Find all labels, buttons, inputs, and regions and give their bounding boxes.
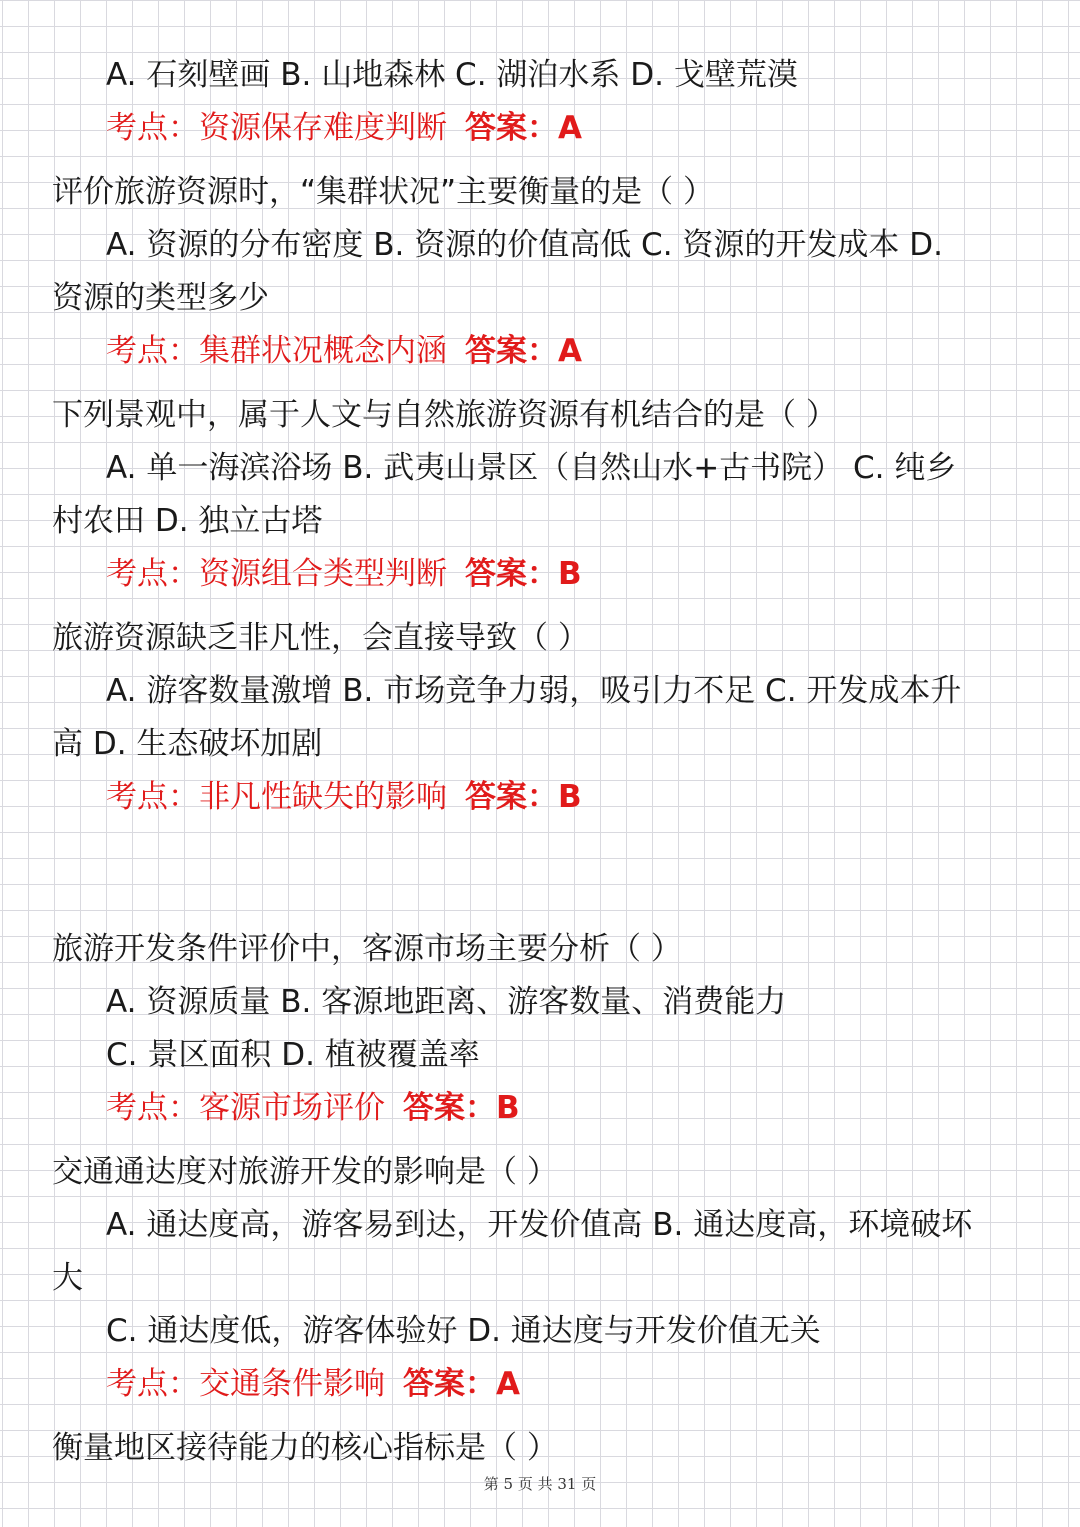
keypoint-line	[106, 554, 1040, 594]
keypoint-label: 考点：非凡性缺失的影响	[106, 779, 447, 815]
keypoint-line	[106, 1364, 1040, 1404]
answer-label: 答案：B	[465, 556, 582, 592]
q-options: A. 单一海滨浴场 B. 武夷山景区（自然山水+古书院） C. 纯乡	[106, 450, 957, 486]
q-options: C. 通达度低，游客体验好 D. 通达度与开发价值无关	[106, 1313, 821, 1349]
keypoint-label: 考点：资源组合类型判断	[106, 556, 447, 592]
q-options: A. 游客数量激增 B. 市场竞争力弱，吸引力不足 C. 开发成本升	[106, 673, 962, 709]
keypoint-label: 考点：资源保存难度判断	[106, 110, 447, 146]
q-options-cont: 资源的类型多少	[52, 280, 269, 316]
q-options: A. 资源的分布密度 B. 资源的价值高低 C. 资源的开发成本 D.	[106, 227, 943, 263]
answer-label: 答案：A	[403, 1366, 520, 1402]
question-stem: 评价旅游资源时，“集群状况”主要衡量的是（ ）	[52, 174, 714, 210]
keypoint-line	[106, 108, 1040, 148]
keypoint-line	[106, 777, 1040, 817]
q-options: C. 景区面积 D. 植被覆盖率	[106, 1037, 480, 1073]
question-stem: 旅游开发条件评价中，客源市场主要分析（ ）	[52, 931, 682, 967]
question-stem: 衡量地区接待能力的核心指标是（ ）	[52, 1430, 558, 1466]
answer-label: 答案：B	[403, 1090, 520, 1126]
answer-label: 答案：B	[465, 779, 582, 815]
answer-label: 答案：A	[465, 110, 582, 146]
keypoint-line	[106, 331, 1040, 371]
q-options-cont: 村农田 D. 独立古塔	[52, 503, 323, 539]
q-options: A. 通达度高，游客易到达，开发价值高 B. 通达度高，环境破坏	[106, 1207, 973, 1243]
keypoint-line	[106, 1088, 1040, 1128]
page-number: 第 5 页 共 31 页	[483, 1475, 597, 1493]
question-stem: 交通通达度对旅游开发的影响是（ ）	[52, 1154, 558, 1190]
keypoint-label: 考点：客源市场评价	[106, 1090, 385, 1126]
q-options-cont: 大	[52, 1260, 83, 1296]
q-options-cont: 高 D. 生态破坏加剧	[52, 726, 323, 762]
q-options: A. 资源质量 B. 客源地距离、游客数量、消费能力	[106, 984, 787, 1020]
keypoint-label: 考点：交通条件影响	[106, 1366, 385, 1402]
question-stem: 下列景观中，属于人文与自然旅游资源有机结合的是（ ）	[52, 397, 837, 433]
question-stem: 旅游资源缺乏非凡性，会直接导致（ ）	[52, 620, 589, 656]
answer-label: 答案：A	[465, 333, 582, 369]
q-options: A. 石刻壁画 B. 山地森林 C. 湖泊水系 D. 戈壁荒漠	[106, 57, 798, 93]
keypoint-label: 考点：集群状况概念内涵	[106, 333, 447, 369]
